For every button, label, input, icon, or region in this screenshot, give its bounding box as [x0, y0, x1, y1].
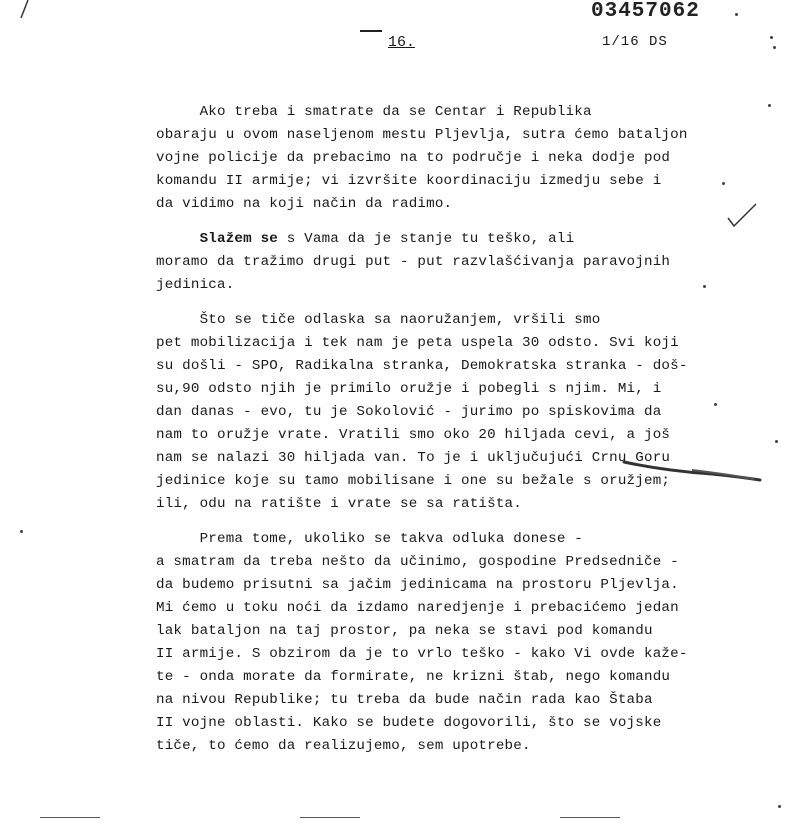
text-line: moramo da tražimo drugi put - put razvlašćivanja paravojnih	[156, 254, 671, 270]
text-line: Mi ćemo u toku noći da izdamo naredjenje i prebacićemo jedan	[156, 600, 679, 616]
text-line: nam se nalazi 30 hiljada van. To je i uključujući Crnu Goru	[156, 450, 671, 466]
text-line: su došli - SPO, Radikalna stranka, Demokratska stranka - doš-	[156, 358, 688, 374]
text-line: vojne policije da prebacimo na to područje i neka dodje pod	[156, 150, 671, 166]
text-line: jedinice koje su tamo mobilisane i one su bežale s oružjem;	[156, 473, 671, 489]
text-line: lak bataljon na taj prostor, pa neka se stavi pod komandu	[156, 623, 653, 639]
text-line: II vojne oblasti. Kako se budete dogovorili, što se vojske	[156, 715, 662, 731]
page-number: 16.	[388, 34, 416, 51]
line-rest: s Vama da je stanje tu teško, ali	[278, 231, 575, 247]
margin-pen-mark	[720, 200, 760, 240]
text-line: a smatram da treba nešto da učinimo, gospodine Predsedniče -	[156, 554, 679, 570]
document-body	[156, 101, 731, 770]
bottom-scan-mark	[560, 817, 620, 818]
text-line: da vidimo na koji način da radimo.	[156, 196, 453, 212]
corner-pen-stroke	[18, 0, 32, 20]
paragraph	[156, 309, 731, 516]
text-line: Što se tiče odlaska sa naoružanjem, vršili smo	[156, 312, 601, 328]
text-line: pet mobilizacija i tek nam je peta uspela 30 odsto. Svi koji	[156, 335, 679, 351]
bold-phrase: Slažem se	[199, 231, 279, 247]
document-number: 03457062	[591, 0, 700, 23]
text-line: II armije. S obzirom da je to vrlo teško - kako Vi ovde kaže-	[156, 646, 688, 662]
text-line: te - onda morate da formirate, ne krizni štab, nego komandu	[156, 669, 671, 685]
bottom-scan-mark	[40, 817, 100, 818]
dash-mark	[360, 30, 382, 32]
text-line: da budemo prisutni sa jačim jedinicama na prostoru Pljevlja.	[156, 577, 679, 593]
text-line: ili, odu na ratište i vrate se sa ratišta.	[156, 496, 522, 512]
paragraph	[156, 528, 731, 758]
text-line: su,90 odsto njih je primilo oružje i pobegli s njim. Mi, i	[156, 381, 662, 397]
text-line: na nivou Republike; tu treba da bude način rada kao Štaba	[156, 692, 653, 708]
text-line: Ako treba i smatrate da se Centar i Republika	[156, 104, 592, 120]
indent	[156, 231, 200, 247]
text-line: dan danas - evo, tu je Sokolović - jurimo po spiskovima da	[156, 404, 662, 420]
text-line: jedinica.	[156, 277, 235, 293]
text-line: nam to oružje vrate. Vratili smo oko 20 hiljada cevi, a još	[156, 427, 671, 443]
text-line-with-bold-start	[156, 228, 731, 251]
paragraph	[156, 228, 731, 297]
paragraph	[156, 101, 731, 216]
pen-scribble	[622, 458, 762, 482]
text-line: komandu II armije; vi izvršite koordinaciju izmedju sebe i	[156, 173, 662, 189]
text-line: obaraju u ovom naseljenom mestu Pljevlja, sutra ćemo bataljon	[156, 127, 688, 143]
bottom-scan-mark	[300, 817, 360, 818]
page-reference: 1/16 DS	[602, 34, 668, 50]
text-line: tiče, to ćemo da realizujemo, sem upotrebe.	[156, 738, 531, 754]
text-line: Prema tome, ukoliko se takva odluka donese -	[156, 531, 583, 547]
